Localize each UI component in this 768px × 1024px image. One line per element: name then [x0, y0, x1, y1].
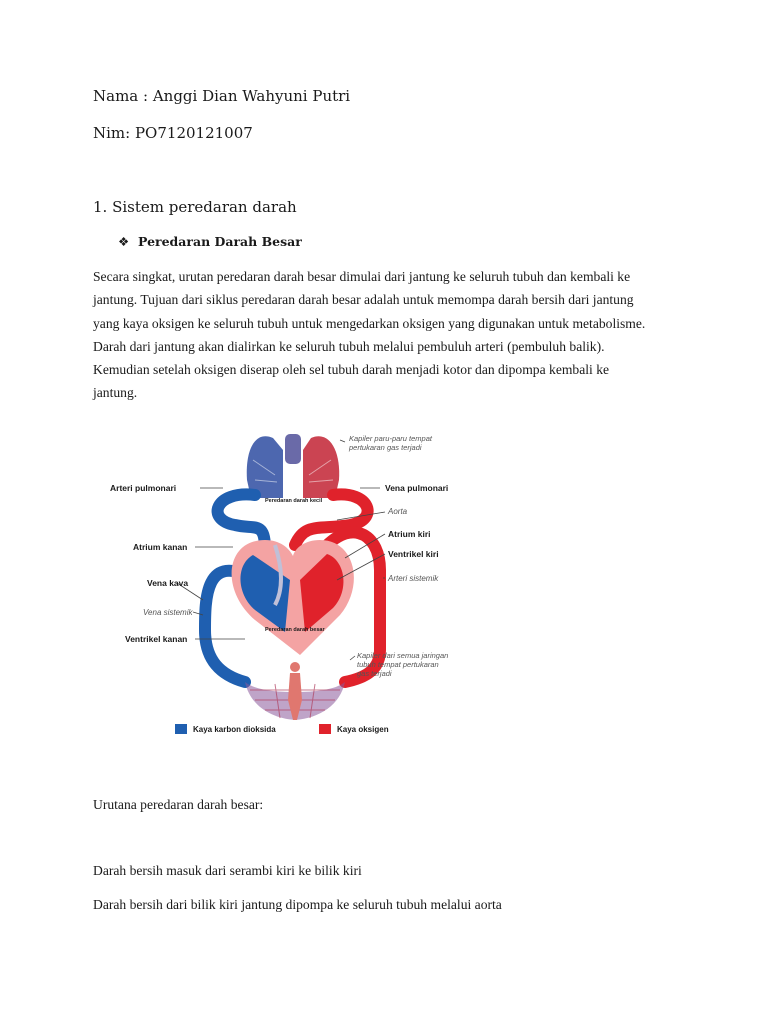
lungs-illustration: [247, 434, 339, 498]
body-capillaries: [245, 662, 345, 720]
paragraph-line: Kemudian setelah oksigen diserap oleh sel tubuh darah menjadi kotor dan dipompa kembali ke: [93, 362, 610, 378]
paragraph-line: yang kaya oksigen ke seluruh tubuh untuk mengedarkan oksigen yang digunakan untuk metabolisme.: [93, 315, 646, 331]
heart-illustration: [232, 540, 354, 655]
label-kapiler-jaringan-1: Kapiler dari semua jaringan: [357, 651, 449, 660]
section-title: 1. Sistem peredaran darah: [93, 198, 297, 216]
label-vena-sistemik: Vena sistemik: [143, 608, 193, 617]
circulatory-system-diagram: [105, 420, 485, 750]
label-ventrikel-kanan: Ventrikel kanan: [125, 634, 188, 644]
label-vena-pulmonari: Vena pulmonari: [385, 483, 449, 493]
subsection-heading: [118, 234, 302, 249]
label-vena-kava: Vena kava: [147, 578, 189, 588]
label-aorta: Aorta: [388, 507, 408, 516]
label-ventrikel-kiri: Ventrikel kiri: [388, 549, 439, 559]
label-atrium-kiri: Atrium kiri: [388, 529, 431, 539]
label-kapiler-jaringan-2: tubuh tempat pertukaran: [357, 660, 439, 669]
legend-label-oxy: Kaya oksigen: [337, 725, 389, 734]
diagram-legend: [175, 724, 389, 734]
sequence-step-1: Darah bersih masuk dari serambi kiri ke bilik kiri: [93, 863, 362, 878]
paragraph-line: Darah dari jantung akan dialirkan ke seluruh tubuh melalui pembuluh arteri (pembuluh balik).: [93, 338, 605, 354]
sequence-step-2: Darah bersih dari bilik kiri jantung dipompa ke seluruh tubuh melalui aorta: [93, 897, 502, 912]
student-nim: Nim: PO7120121007: [93, 124, 253, 142]
label-kapiler-paru-1: Kapiler paru-paru tempat: [349, 434, 432, 443]
paragraph-line: jantung.: [93, 385, 138, 401]
legend-swatch-oxy: [319, 724, 331, 734]
label-kapiler-jaringan-3: gas terjadi: [357, 669, 392, 678]
legend-swatch-deoxy: [175, 724, 187, 734]
label-arteri-pulmonari: Arteri pulmonari: [110, 483, 177, 493]
student-name: Nama : Anggi Dian Wahyuni Putri: [93, 87, 351, 105]
paragraph-line: Secara singkat, urutan peredaran darah besar dimulai dari jantung ke seluruh tubuh dan kembali ke: [93, 269, 631, 284]
legend-label-deoxy: Kaya karbon dioksida: [193, 725, 276, 734]
label-atrium-kanan: Atrium kanan: [133, 542, 188, 552]
label-peredaran-besar: Peredaran darah besar: [265, 627, 325, 633]
label-peredaran-kecil: Peredaran darah kecil: [265, 498, 323, 504]
subsection-title: Peredaran Darah Besar: [138, 234, 302, 249]
paragraph-line: jantung. Tujuan dari siklus peredaran darah besar adalah untuk memompa darah bersih dari jantung: [93, 292, 634, 308]
label-arteri-sistemik: Arteri sistemik: [388, 574, 439, 583]
diamond-bullet-icon: ❖: [118, 234, 130, 249]
human-figure-head: [290, 662, 300, 672]
label-kapiler-paru-2: pertukaran gas terjadi: [349, 443, 422, 452]
sequence-heading: Urutana peredaran darah besar:: [93, 797, 264, 812]
intro-paragraph: [93, 265, 645, 405]
